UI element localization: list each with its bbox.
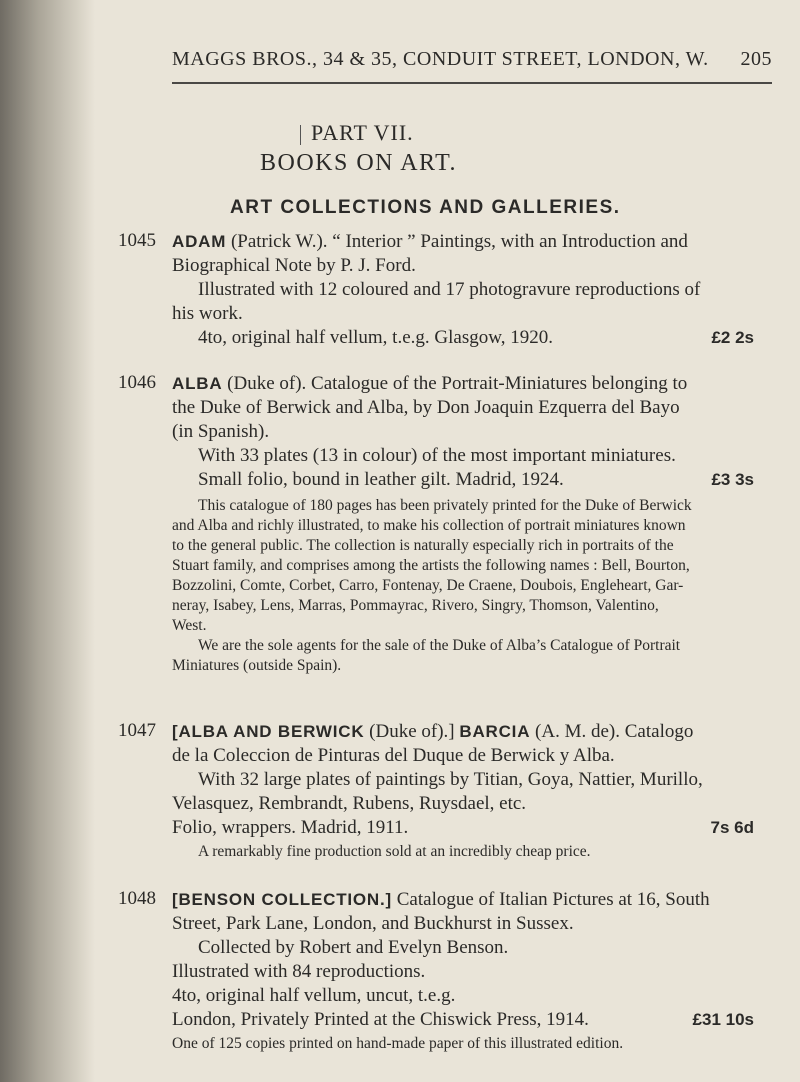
entry-heading: ADAM [172,232,227,251]
entry-price: 7s 6d [710,818,754,837]
catalogue-entry [172,720,762,862]
entry-line: Illustrated with 84 reproductions. [172,961,426,982]
entry-line: 4to, original half vellum, uncut, t.e.g. [172,985,456,1006]
entry-heading: ALBA [172,374,223,393]
catalogue-entry [172,372,762,676]
entry-number: 1045 [118,230,156,251]
entry-line: 4to, original half vellum, t.e.g. Glasgow, 1920. [198,327,553,348]
entry-line: Biographical Note by P. J. Ford. [172,255,416,276]
entry-line: Collected by Robert and Evelyn Benson. [198,937,509,958]
entry-note [172,496,762,676]
note-line: Stuart family, and comprises among the artists the following names : Bell, Bourton, [172,557,690,574]
note-line: We are the sole agents for the sale of the Duke of Alba’s Catalogue of Portrait [198,637,681,654]
note-line: to the general public. The collection is naturally especially rich in portraits of the [172,537,674,554]
note-line: Bozzolini, Comte, Corbet, Carro, Fontenay, De Craene, Doubois, Engleheart, Gar- [172,577,684,594]
entry-line: (Patrick W.). “ Interior ” Paintings, with an Introduction and [226,231,688,252]
entry-number: 1048 [118,888,156,909]
entry-line: Small folio, bound in leather gilt. Madrid, 1924. [198,469,564,490]
entry-heading: [BENSON COLLECTION.] [172,890,392,909]
catalogue-entry [172,230,762,350]
entry-heading-secondary: BARCIA [459,722,531,741]
entry-price: £3 3s [711,470,754,489]
note-line: neray, Isabey, Lens, Marras, Pommayrac, Rivero, Singry, Thomson, Valentino, [172,597,659,614]
note-line: Miniatures (outside Spain). [172,657,342,674]
entry-price: £2 2s [711,328,754,347]
entry-line: Street, Park Lane, London, and Buckhurst in Sussex. [172,913,574,934]
part-title [300,120,414,146]
entry-heading: [ALBA AND BERWICK [172,722,365,741]
header-rule [172,82,772,84]
entry-line: With 32 large plates of paintings by Titian, Goya, Nattier, Murillo, [198,769,703,790]
note-line: West. [172,617,207,634]
entry-line: (Duke of). Catalogue of the Portrait-Miniatures belonging to [222,373,688,394]
entry-line: (in Spanish). [172,421,270,442]
entry-line: Folio, wrappers. Madrid, 1911. [172,817,409,838]
section-title: ART COLLECTIONS AND GALLERIES. [230,197,621,218]
catalogue-entry [172,888,762,1054]
entry-line: his work. [172,303,243,324]
entry-line: Catalogue of Italian Pictures at 16, South [392,889,710,910]
entry-line: (Duke of).] [364,721,460,742]
note-line: This catalogue of 180 pages has been privately printed for the Duke of Berwick [198,497,692,514]
entry-line: (A. M. de). Catalogo [530,721,694,742]
entry-number: 1046 [118,372,156,393]
running-header [172,48,772,71]
entry-line: de la Coleccion de Pinturas del Duque de Berwick y Alba. [172,745,615,766]
entry-line: Velasquez, Rembrandt, Rubens, Ruysdael, etc. [172,793,527,814]
entry-line: With 33 plates (13 in colour) of the most important miniatures. [198,445,676,466]
part-title-text: PART VII. [311,120,414,145]
entry-note [172,842,762,862]
entry-line: the Duke of Berwick and Alba, by Don Joaquin Ezquerra del Bayo [172,397,680,418]
note-line: A remarkably fine production sold at an incredibly cheap price. [198,843,591,860]
page-number: 205 [740,48,772,70]
note-line: One of 125 copies printed on hand-made paper of this illustrated edition. [172,1035,624,1052]
entry-note [172,1034,762,1054]
entry-line: London, Privately Printed at the Chiswick Press, 1914. [172,1009,589,1030]
page-edge-shadow [0,0,95,1082]
entry-price: £31 10s [692,1010,754,1029]
note-line: and Alba and richly illustrated, to make his collection of portrait miniatures known [172,517,686,534]
part-subtitle: BOOKS ON ART. [260,150,457,176]
header-text: MAGGS BROS., 34 & 35, CONDUIT STREET, LONDON, W. [172,48,709,70]
entry-line: Illustrated with 12 coloured and 17 photogravure reproductions of [198,279,701,300]
entry-number: 1047 [118,720,156,741]
